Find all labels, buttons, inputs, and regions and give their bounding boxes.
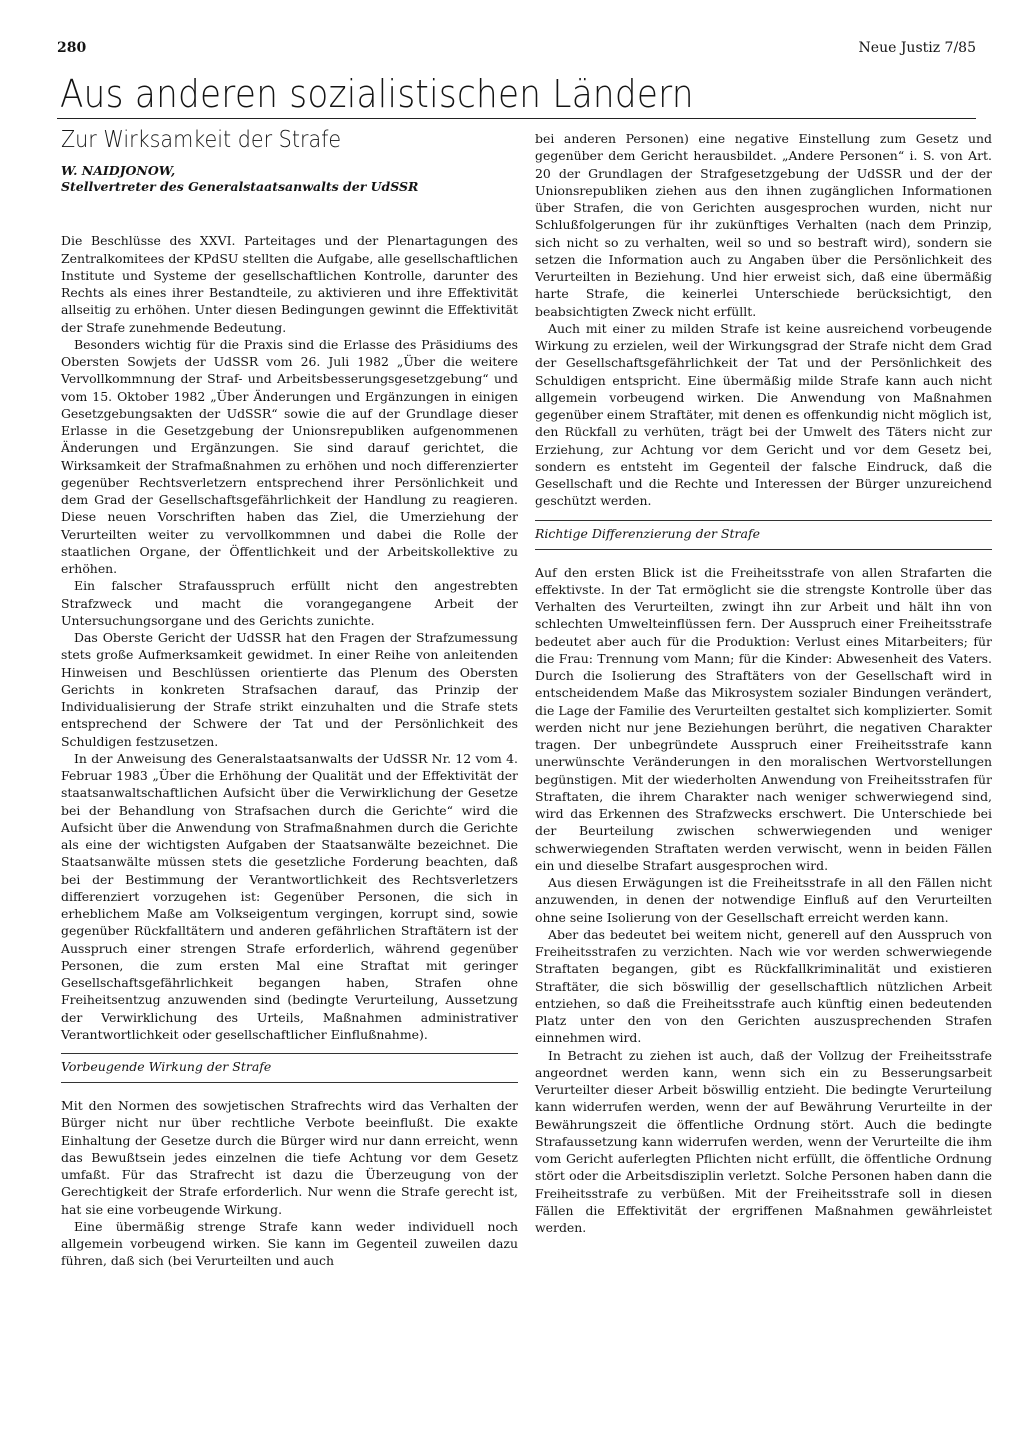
paragraph: Das Oberste Gericht der UdSSR hat den Fragen der Strafzumessung stets große Aufmerksamkeit gewidmet. In einer Reihe von anleitenden Hinweisen und Beschlüssen orientierte das Plenum des Obersten Gerichts in konkreten Strafsachen darauf, das Prinzip der Individualisierung der Strafe strikt einzuhalten und die Strafe stets entsprechend der Schwere der Tat und der Persönlichkeit des Schuldigen festzusetzen. [61, 630, 518, 749]
paragraph: In der Anweisung des Generalstaatsanwalts der UdSSR Nr. 12 vom 4. Februar 1983 „Über die Erhöhung der Qualität und der Effektivität der staatsanwaltschaftlichen Aufsicht über die Verwirklichung der Gesetze bei der Behandlung von Strafsachen durch die Gerichte“ wird die Aufsicht über die Anwendung von Strafmaßnahmen durch die Gerichte als eine der wichtigsten Aufgaben der Staatsanwälte bezeichnet. Die Staatsanwälte müssen stets die gesetzliche Forderung beachten, daß bei der Bestimmung der Verantwortlichkeit des Rechtsverletzers differenziert vorzugehen ist: Gegenüber Personen, die sich in erheblichem Maße am Volkseigentum vergingen, korrupt sind, sowie gegenüber Rückfalltätern und anderen gefährlichen Straftätern ist der Ausspruch einer strengen Strafe erforderlich, während gegenüber Personen, die zum ersten Mal eine Straftat mit geringer Gesellschaftsgefährlichkeit begangen haben, Strafen ohne Freiheitsentzug anzuwenden sind (bedingte Verurteilung, Aussetzung der Verwirklichung des Urteils, Maßnahmen administrativer Verantwortlichkeit oder gesellschaftlicher Einflußnahme). [61, 750, 518, 1042]
author-role: Stellvertreter des Generalstaatsanwalts der UdSSR [61, 179, 419, 195]
paragraph: Auch mit einer zu milden Strafe ist keine ausreichend vorbeugende Wirkung zu erzielen, weil der Wirkungsgrad der Strafe nicht dem Grad der Gesellschaftsgefährlichkeit der Tat und der Persönlichkeit des Schuldigen entspricht. Eine übermäßig milde Strafe kann auch nicht allgemein vorbeugend wirken. Die Anwendung von Maßnahmen gegenüber einem Straftäter, mit denen es offenkundig nicht möglich ist, den Rückfall zu verhüten, trägt bei der Umwelt des Täters nicht zur Erziehung, zur Achtung vor dem Gericht und vor dem Gesetz bei, sondern es entsteht im Gegenteil der falsche Eindruck, daß die Gesellschaft und die Rechte und Interessen der Bürger unzureichend geschützt werden. [535, 320, 992, 509]
section-title: Aus anderen sozialistischen Ländern [60, 72, 694, 116]
article-title: Zur Wirksamkeit der Strafe [61, 127, 342, 153]
author-name: W. NAIDJONOW, [61, 163, 176, 179]
left-column [61, 127, 518, 1270]
subheading-differentiation: Richtige Differenzierung der Strafe [535, 520, 992, 550]
paragraph: Mit den Normen des sowjetischen Strafrechts wird das Verhalten der Bürger nicht nur über rechtliche Verbote beeinflußt. Die exakte Einhaltung der Gesetze durch die Bürger wird nur dann erreicht, wenn das Bewußtsein jedes einzelnen die tiefe Achtung vor dem Gesetz umfaßt. Für das Strafrecht ist dazu die Überzeugung von der Gerechtigkeit der Strafe erforderlich. Nur wenn die Strafe gerecht ist, hat sie eine vorbeugende Wirkung. [61, 1098, 518, 1217]
paragraph: Ein falscher Strafausspruch erfüllt nicht den angestrebten Strafzweck und macht die vorangegangene Arbeit der Untersuchungsorgane und des Gerichts zunichte. [61, 578, 518, 628]
paragraph: Aber das bedeutet bei weitem nicht, generell auf den Ausspruch von Freiheitsstrafen zu verzichten. Nach wie vor werden schwerwiegende Straftaten begangen, gibt es Rückfallkriminalität und existieren Straftäter, die sich böswillig der gesellschaftlich nützlichen Arbeit entziehen, so daß die Freiheitsstrafe auch künftig einen bedeutenden Platz unter den von den Gerichten auszusprechenden Strafen einnehmen wird. [535, 926, 992, 1046]
subheading-preventive-effect: Vorbeugende Wirkung der Strafe [61, 1053, 518, 1083]
journal-issue: Neue Justiz 7/85 [858, 40, 976, 56]
page-number: 280 [57, 40, 87, 56]
paragraph: Die Beschlüsse des XXVI. Parteitages und der Plenartagungen des Zentralkomitees der KPdSU stellten die Aufgabe, alle gesellschaftlichen Institute und Systeme der gesellschaftlichen Kontrolle, darunter des Rechts als eines ihrer Bestandteile, zu aktivieren und ihre Effektivität allseitig zu erhöhen. Unter diesen Bedingungen gewinnt die Effektivität der Strafe zunehmende Bedeutung. [61, 233, 518, 335]
title-rule [57, 118, 976, 119]
paragraph: Aus diesen Erwägungen ist die Freiheitsstrafe in all den Fällen nicht anzuwenden, in denen der notwendige Einfluß auf den Verurteilten ohne seine Isolierung von der Gesellschaft erreicht werden kann. [535, 875, 992, 925]
paragraph: In Betracht zu ziehen ist auch, daß der Vollzug der Freiheitsstrafe angeordnet werden kann, wenn sich ein zu Besserungsarbeit Verurteilter dieser Arbeit böswillig entzieht. Die bedingte Verurteilung kann widerrufen werden, wenn der auf Bewährung Verurteilte in der Bewährungszeit die öffentliche Ordnung stört. Auch die bedingte Strafaussetzung kann widerrufen werden, wenn der Verurteilte die ihm vom Gericht auferlegten Pflichten nicht erfüllt, die öffentliche Ordnung stört oder die Arbeitsdisziplin verletzt. Solche Personen haben dann die Freiheitsstrafe zu verbüßen. Mit der Freiheitsstrafe soll in diesen Fällen die Effektivität der ergriffenen Maßnahmen gewährleistet werden. [535, 1047, 992, 1235]
right-column [535, 130, 992, 1236]
paragraph: Eine übermäßig strenge Strafe kann weder individuell noch allgemein vorbeugend wirken. Sie kann im Gegenteil zuweilen dazu führen, daß sich (bei Verurteilten und auch [61, 1218, 518, 1269]
paragraph: Auf den ersten Blick ist die Freiheitsstrafe von allen Strafarten die effektivste. In der Tat ermöglicht sie die strengste Kontrolle über das Verhalten des Verurteilten, zwingt ihn zur Arbeit und hält ihn von schlechten Umwelteinflüssen fern. Der Ausspruch einer Freiheitsstrafe bedeutet aber auch für die Produktion: Verlust eines Mitarbeiters; für die Frau: Trennung vom Mann; für die Kinder: Abwesenheit des Vaters. Durch die Isolierung des Straftäters von der Gesellschaft wird in entscheidendem Maße das Mikrosystem sozialer Bindungen verändert, die Lage der Familie des Verurteilten gestaltet sich komplizierter. Somit werden nicht nur jene Beziehungen berührt, die negativen Charakter tragen. Der unbegründete Ausspruch einer Freiheitsstrafe kann unerwünschte Veränderungen in den moralischen Wertvorstellungen begünstigen. Mit der wiederholten Anwendung von Freiheitsstrafen für Straftaten, die ihrem Charakter nach weniger schwerwiegend sind, wird das Erkennen des Strafzwecks erschwert. Die Unterschiede bei der Beurteilung zwischen schwerwiegenden und weniger schwerwiegenden Straftaten werden verwischt, wenn in beiden Fällen ein und dieselbe Strafart ausgesprochen wird. [535, 564, 992, 873]
paragraph: bei anderen Personen) eine negative Einstellung zum Gesetz und gegenüber dem Gericht herausbildet. „Andere Personen“ i. S. von Art. 20 der Grundlagen der Strafgesetzgebung der UdSSR und der der Unionsrepubliken ziehen aus den ihnen zugänglichen Informationen über Strafen, die von Gerichten ausgesprochen wurden, nicht nur Schlußfolgerungen für ihr zukünftiges Verhalten (nach dem Prinzip, sich nicht so zu verhalten, weil so und so bestraft wird), sondern sie setzen die Information auch zu Angaben über die Persönlichkeit des Verurteilten in Beziehung. Und hier erweist sich, daß eine übermäßig harte Strafe, die keinerlei Unterschiede berücksichtigt, den beabsichtigten Zweck nicht erfüllt. [535, 131, 992, 319]
paragraph: Besonders wichtig für die Praxis sind die Erlasse des Präsidiums des Obersten Sowjets der UdSSR vom 26. Juli 1982 „Über die weitere Vervollkommnung der Straf- und Arbeitsbesserungsgesetzgebung“ und vom 15. Oktober 1982 „Über Änderungen und Ergänzungen in einigen Gesetzgebungsakten der UdSSR“ sowie die auf der Grundlage dieser Erlasse in die Gesetzgebung der Unionsrepubliken aufgenommenen Änderungen und Ergänzungen. Sie sind darauf gerichtet, die Wirksamkeit der Strafmaßnahmen zu erhöhen und noch differenzierter gegenüber Rechtsverletzern entsprechend ihrer Persönlichkeit und dem Grad der Gesellschaftsgefährlichkeit der Handlung zu reagieren. Diese neuen Vorschriften haben das Ziel, die Umerziehung der Verurteilten weiter zu vervollkommnen und dabei die Rolle der staatlichen Organe, der Öffentlichkeit und der Arbeitskollektive zu erhöhen. [61, 336, 518, 576]
